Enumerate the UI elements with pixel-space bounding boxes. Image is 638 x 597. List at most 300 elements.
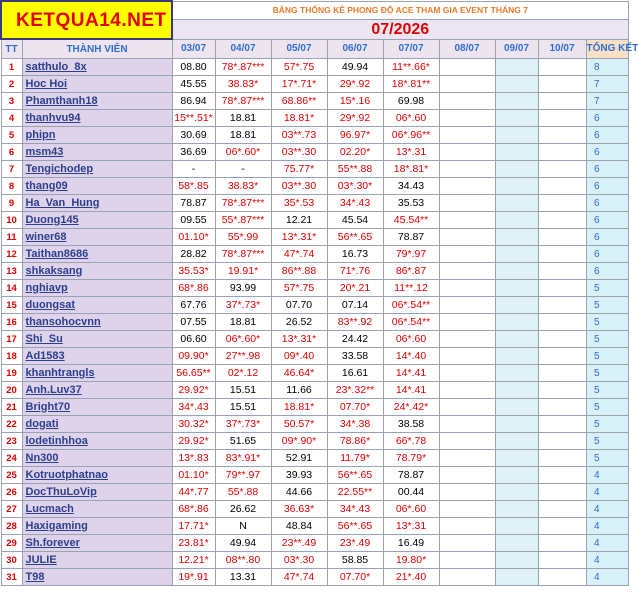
result-cell: 66*.78 xyxy=(383,433,439,450)
total-cell: 7 xyxy=(586,93,628,110)
result-cell: 45.54** xyxy=(383,212,439,229)
header-date: 05/07 xyxy=(271,39,327,59)
result-cell: 07.14 xyxy=(327,297,383,314)
result-cell: 01.10* xyxy=(172,467,215,484)
row-number: 2 xyxy=(1,76,22,93)
empty-cell xyxy=(439,467,495,484)
total-cell: 6 xyxy=(586,229,628,246)
result-cell: - xyxy=(172,161,215,178)
result-cell: 48.84 xyxy=(271,518,327,535)
table-row xyxy=(1,144,628,161)
empty-cell xyxy=(495,110,538,127)
member-name-link[interactable]: nghiavp xyxy=(22,280,172,297)
table-row xyxy=(1,348,628,365)
result-cell: 18.81 xyxy=(215,127,271,144)
result-cell: 38.83* xyxy=(215,178,271,195)
empty-cell xyxy=(495,501,538,518)
result-cell: 11.79* xyxy=(327,450,383,467)
total-cell: 7 xyxy=(586,76,628,93)
result-cell: 96.97* xyxy=(327,127,383,144)
empty-cell xyxy=(439,399,495,416)
empty-cell xyxy=(495,212,538,229)
result-cell: 55*.99 xyxy=(215,229,271,246)
empty-cell xyxy=(439,416,495,433)
table-row xyxy=(1,178,628,195)
result-cell: 03**.73 xyxy=(271,127,327,144)
member-name-link[interactable]: Ad1583 xyxy=(22,348,172,365)
empty-cell xyxy=(538,399,586,416)
result-cell: 56**.65 xyxy=(327,467,383,484)
result-cell: 18.81* xyxy=(271,399,327,416)
result-cell: 68*.86 xyxy=(172,280,215,297)
result-cell: 06*.60 xyxy=(383,331,439,348)
row-number: 14 xyxy=(1,280,22,297)
member-name-link[interactable]: Tengichodep xyxy=(22,161,172,178)
empty-cell xyxy=(538,212,586,229)
total-cell: 4 xyxy=(586,518,628,535)
table-row xyxy=(1,382,628,399)
total-cell: 6 xyxy=(586,246,628,263)
result-cell: 46.64* xyxy=(271,365,327,382)
result-cell: N xyxy=(215,518,271,535)
empty-cell xyxy=(495,433,538,450)
member-name-link[interactable]: Duong145 xyxy=(22,212,172,229)
result-cell: 35.53* xyxy=(172,263,215,280)
header-row xyxy=(1,39,628,59)
member-name-link[interactable]: winer68 xyxy=(22,229,172,246)
empty-cell xyxy=(439,484,495,501)
empty-cell xyxy=(495,263,538,280)
table-row xyxy=(1,110,628,127)
result-cell: 78.79* xyxy=(383,450,439,467)
table-row xyxy=(1,246,628,263)
total-cell: 8 xyxy=(586,59,628,76)
table-row xyxy=(1,161,628,178)
total-cell: 4 xyxy=(586,501,628,518)
empty-cell xyxy=(495,127,538,144)
result-cell: 03**.30 xyxy=(271,144,327,161)
result-cell: 09.55 xyxy=(172,212,215,229)
result-cell: 78*.87*** xyxy=(215,59,271,76)
table-row xyxy=(1,552,628,569)
empty-cell xyxy=(538,450,586,467)
result-cell: 27**.98 xyxy=(215,348,271,365)
row-number: 30 xyxy=(1,552,22,569)
result-cell: 14*.40 xyxy=(383,348,439,365)
row-number: 4 xyxy=(1,110,22,127)
row-number: 5 xyxy=(1,127,22,144)
empty-cell xyxy=(495,518,538,535)
table-row xyxy=(1,76,628,93)
header-date: 04/07 xyxy=(215,39,271,59)
member-name-link[interactable]: Haxigaming xyxy=(22,518,172,535)
member-name-link[interactable]: Phamthanh18 xyxy=(22,93,172,110)
result-cell: 29.92* xyxy=(172,433,215,450)
empty-cell xyxy=(538,263,586,280)
result-cell: 06*.54** xyxy=(383,314,439,331)
result-cell: 38.58 xyxy=(383,416,439,433)
empty-cell xyxy=(538,59,586,76)
row-number: 19 xyxy=(1,365,22,382)
table-row xyxy=(1,399,628,416)
empty-cell xyxy=(538,484,586,501)
member-name-link[interactable]: shkaksang xyxy=(22,263,172,280)
empty-cell xyxy=(439,348,495,365)
result-cell: 69.98 xyxy=(383,93,439,110)
table-row xyxy=(1,59,628,76)
empty-cell xyxy=(495,382,538,399)
result-cell: 11**.12 xyxy=(383,280,439,297)
result-cell: 15**.51* xyxy=(172,110,215,127)
result-cell: 38.83* xyxy=(215,76,271,93)
member-name-link[interactable]: Anh.Luv37 xyxy=(22,382,172,399)
empty-cell xyxy=(538,569,586,586)
member-name-link[interactable]: JULIE xyxy=(22,552,172,569)
result-cell: 30.32* xyxy=(172,416,215,433)
table-row xyxy=(1,365,628,382)
result-cell: 03**.30 xyxy=(271,178,327,195)
result-cell: 35.53 xyxy=(383,195,439,212)
result-cell: 11**.66* xyxy=(383,59,439,76)
result-cell: 03*.30 xyxy=(271,552,327,569)
result-cell: 02.20* xyxy=(327,144,383,161)
total-cell: 6 xyxy=(586,195,628,212)
empty-cell xyxy=(439,365,495,382)
result-cell: 14*.41 xyxy=(383,365,439,382)
result-cell: 22.55** xyxy=(327,484,383,501)
total-cell: 4 xyxy=(586,467,628,484)
table-row xyxy=(1,569,628,586)
header-total: TỔNG KẾT xyxy=(586,39,628,59)
total-cell: 6 xyxy=(586,110,628,127)
result-cell: 33.58 xyxy=(327,348,383,365)
result-cell: 26.52 xyxy=(271,314,327,331)
result-cell: 08.80 xyxy=(172,59,215,76)
result-cell: 93.99 xyxy=(215,280,271,297)
table-row xyxy=(1,263,628,280)
empty-cell xyxy=(439,314,495,331)
row-number: 17 xyxy=(1,331,22,348)
result-cell: 12.21* xyxy=(172,552,215,569)
result-cell: 23.81* xyxy=(172,535,215,552)
result-cell: 44*.77 xyxy=(172,484,215,501)
table-row xyxy=(1,518,628,535)
empty-cell xyxy=(495,229,538,246)
table-row xyxy=(1,212,628,229)
member-name-link[interactable]: thang09 xyxy=(22,178,172,195)
result-cell: 44.66 xyxy=(271,484,327,501)
header-date: 07/07 xyxy=(383,39,439,59)
total-cell: 5 xyxy=(586,280,628,297)
empty-cell xyxy=(439,433,495,450)
result-cell: 18.81 xyxy=(215,314,271,331)
row-number: 24 xyxy=(1,450,22,467)
member-name-link[interactable]: Hoc Hoi xyxy=(22,76,172,93)
result-cell: 75.77* xyxy=(271,161,327,178)
result-cell: 12.21 xyxy=(271,212,327,229)
result-cell: - xyxy=(215,161,271,178)
result-cell: 23**.49 xyxy=(271,535,327,552)
result-cell: 58.85 xyxy=(327,552,383,569)
result-cell: 36.63* xyxy=(271,501,327,518)
empty-cell xyxy=(538,365,586,382)
empty-cell xyxy=(538,246,586,263)
result-cell: 56.65** xyxy=(172,365,215,382)
result-cell: 86.94 xyxy=(172,93,215,110)
empty-cell xyxy=(538,110,586,127)
table-row xyxy=(1,331,628,348)
member-name-link[interactable]: msm43 xyxy=(22,144,172,161)
table-row xyxy=(1,484,628,501)
empty-cell xyxy=(495,365,538,382)
row-number: 12 xyxy=(1,246,22,263)
result-cell: 13*.31 xyxy=(383,518,439,535)
total-cell: 5 xyxy=(586,331,628,348)
result-cell: 78*.87*** xyxy=(215,93,271,110)
result-cell: 55*.87*** xyxy=(215,212,271,229)
member-name-link[interactable]: thansohocvnn xyxy=(22,314,172,331)
empty-cell xyxy=(439,59,495,76)
empty-cell xyxy=(495,76,538,93)
result-cell: 06*.96** xyxy=(383,127,439,144)
result-cell: 06*.54** xyxy=(383,297,439,314)
result-cell: 09.90* xyxy=(172,348,215,365)
empty-cell xyxy=(538,416,586,433)
empty-cell xyxy=(439,569,495,586)
empty-cell xyxy=(439,518,495,535)
total-cell: 6 xyxy=(586,212,628,229)
result-cell: 71*.76 xyxy=(327,263,383,280)
empty-cell xyxy=(439,535,495,552)
row-number: 26 xyxy=(1,484,22,501)
result-cell: 21*.40 xyxy=(383,569,439,586)
member-name-link[interactable]: Kotruotphatnao xyxy=(22,467,172,484)
empty-cell xyxy=(495,297,538,314)
result-cell: 16.61 xyxy=(327,365,383,382)
result-cell: 78.87 xyxy=(383,229,439,246)
row-number: 11 xyxy=(1,229,22,246)
row-number: 23 xyxy=(1,433,22,450)
member-name-link[interactable]: duongsat xyxy=(22,297,172,314)
result-cell: 34*.38 xyxy=(327,416,383,433)
member-name-link[interactable]: Ha_Van_Hung xyxy=(22,195,172,212)
empty-cell xyxy=(495,144,538,161)
result-cell: 02*.12 xyxy=(215,365,271,382)
empty-cell xyxy=(495,535,538,552)
empty-cell xyxy=(439,229,495,246)
empty-cell xyxy=(538,93,586,110)
empty-cell xyxy=(439,76,495,93)
row-number: 7 xyxy=(1,161,22,178)
member-name-link[interactable]: T98 xyxy=(22,569,172,586)
empty-cell xyxy=(439,195,495,212)
table-row xyxy=(1,297,628,314)
empty-cell xyxy=(439,501,495,518)
empty-cell xyxy=(439,93,495,110)
empty-cell xyxy=(495,399,538,416)
result-cell: 29*.92 xyxy=(327,76,383,93)
empty-cell xyxy=(495,195,538,212)
empty-cell xyxy=(439,212,495,229)
empty-cell xyxy=(495,552,538,569)
total-cell: 4 xyxy=(586,484,628,501)
table-row xyxy=(1,467,628,484)
result-cell: 68.86** xyxy=(271,93,327,110)
result-cell: 55**.88 xyxy=(327,161,383,178)
empty-cell xyxy=(439,331,495,348)
empty-cell xyxy=(538,297,586,314)
result-cell: 18.81* xyxy=(271,110,327,127)
row-number: 15 xyxy=(1,297,22,314)
member-name-link[interactable]: dogati xyxy=(22,416,172,433)
empty-cell xyxy=(495,161,538,178)
result-cell: 17*.71* xyxy=(271,76,327,93)
empty-cell xyxy=(538,331,586,348)
result-cell: 16.49 xyxy=(383,535,439,552)
member-name-link[interactable]: Shi_Su xyxy=(22,331,172,348)
empty-cell xyxy=(538,433,586,450)
empty-cell xyxy=(495,450,538,467)
header-member: THÀNH VIÊN xyxy=(22,39,172,59)
member-name-link[interactable]: lodetinhhoa xyxy=(22,433,172,450)
result-cell: 03*.30* xyxy=(327,178,383,195)
result-cell: 26.62 xyxy=(215,501,271,518)
result-cell: 51.65 xyxy=(215,433,271,450)
result-cell: 24.42 xyxy=(327,331,383,348)
total-cell: 4 xyxy=(586,535,628,552)
result-cell: 06*.60 xyxy=(383,110,439,127)
result-cell: 49.94 xyxy=(215,535,271,552)
table-row xyxy=(1,229,628,246)
result-cell: 34*.43 xyxy=(327,501,383,518)
result-cell: 34*.43 xyxy=(327,195,383,212)
empty-cell xyxy=(538,178,586,195)
total-cell: 5 xyxy=(586,450,628,467)
empty-cell xyxy=(439,246,495,263)
empty-cell xyxy=(495,178,538,195)
row-number: 13 xyxy=(1,263,22,280)
empty-cell xyxy=(538,467,586,484)
member-name-link[interactable]: Taithan8686 xyxy=(22,246,172,263)
result-cell: 30.69 xyxy=(172,127,215,144)
result-cell: 35*.53 xyxy=(271,195,327,212)
empty-cell xyxy=(538,76,586,93)
header-date: 03/07 xyxy=(172,39,215,59)
member-name-link[interactable]: DocThuLoVip xyxy=(22,484,172,501)
result-cell: 49.94 xyxy=(327,59,383,76)
empty-cell xyxy=(495,348,538,365)
total-cell: 5 xyxy=(586,314,628,331)
result-cell: 58*.85 xyxy=(172,178,215,195)
total-cell: 6 xyxy=(586,263,628,280)
result-cell: 34.43 xyxy=(383,178,439,195)
header-date: 10/07 xyxy=(538,39,586,59)
result-cell: 28.82 xyxy=(172,246,215,263)
empty-cell xyxy=(538,280,586,297)
result-cell: 55*.88 xyxy=(215,484,271,501)
empty-cell xyxy=(495,93,538,110)
empty-cell xyxy=(439,382,495,399)
empty-cell xyxy=(439,297,495,314)
member-name-link[interactable]: Bright70 xyxy=(22,399,172,416)
result-cell: 56**.65 xyxy=(327,229,383,246)
result-cell: 09*.40 xyxy=(271,348,327,365)
table-row xyxy=(1,450,628,467)
total-cell: 6 xyxy=(586,161,628,178)
result-cell: 19.80* xyxy=(383,552,439,569)
empty-cell xyxy=(439,127,495,144)
row-number: 20 xyxy=(1,382,22,399)
member-name-link[interactable]: phipn xyxy=(22,127,172,144)
result-cell: 68*.86 xyxy=(172,501,215,518)
result-cell: 13.31 xyxy=(215,569,271,586)
empty-cell xyxy=(439,110,495,127)
result-cell: 78.87 xyxy=(383,467,439,484)
member-name-link[interactable]: Nn300 xyxy=(22,450,172,467)
row-number: 27 xyxy=(1,501,22,518)
row-number: 21 xyxy=(1,399,22,416)
total-cell: 6 xyxy=(586,178,628,195)
result-cell: 83**.92 xyxy=(327,314,383,331)
empty-cell xyxy=(538,535,586,552)
result-cell: 13*.31* xyxy=(271,331,327,348)
header-tt: TT xyxy=(1,39,22,59)
row-number: 1 xyxy=(1,59,22,76)
result-cell: 15.51 xyxy=(215,399,271,416)
result-cell: 18*.81** xyxy=(383,76,439,93)
total-cell: 4 xyxy=(586,569,628,586)
result-cell: 17.71* xyxy=(172,518,215,535)
row-number: 9 xyxy=(1,195,22,212)
empty-cell xyxy=(538,501,586,518)
result-cell: 18.81 xyxy=(215,110,271,127)
empty-cell xyxy=(439,144,495,161)
empty-cell xyxy=(439,450,495,467)
result-cell: 00.44 xyxy=(383,484,439,501)
result-cell: 07.70* xyxy=(327,399,383,416)
result-cell: 15.51 xyxy=(215,382,271,399)
member-name-link[interactable]: thanhvu94 xyxy=(22,110,172,127)
result-cell: 78*.87*** xyxy=(215,195,271,212)
member-name-link[interactable]: Lucmach xyxy=(22,501,172,518)
result-cell: 09*.90* xyxy=(271,433,327,450)
row-number: 6 xyxy=(1,144,22,161)
header-date: 08/07 xyxy=(439,39,495,59)
empty-cell xyxy=(538,127,586,144)
row-number: 31 xyxy=(1,569,22,586)
member-name-link[interactable]: khanhtrangls xyxy=(22,365,172,382)
result-cell: 23*.49 xyxy=(327,535,383,552)
result-cell: 67.76 xyxy=(172,297,215,314)
result-cell: 83*.91* xyxy=(215,450,271,467)
result-cell: 07.70* xyxy=(327,569,383,586)
empty-cell xyxy=(495,569,538,586)
total-cell: 5 xyxy=(586,399,628,416)
table-row xyxy=(1,195,628,212)
member-name-link[interactable]: satthulo_8x xyxy=(22,59,172,76)
result-cell: 36.69 xyxy=(172,144,215,161)
result-cell: 78.87 xyxy=(172,195,215,212)
total-cell: 5 xyxy=(586,382,628,399)
member-name-link[interactable]: Sh.forever xyxy=(22,535,172,552)
result-cell: 29*.92 xyxy=(327,110,383,127)
result-cell: 19.91* xyxy=(215,263,271,280)
result-cell: 45.55 xyxy=(172,76,215,93)
result-cell: 52.91 xyxy=(271,450,327,467)
row-number: 29 xyxy=(1,535,22,552)
result-cell: 20*.21 xyxy=(327,280,383,297)
total-cell: 5 xyxy=(586,348,628,365)
